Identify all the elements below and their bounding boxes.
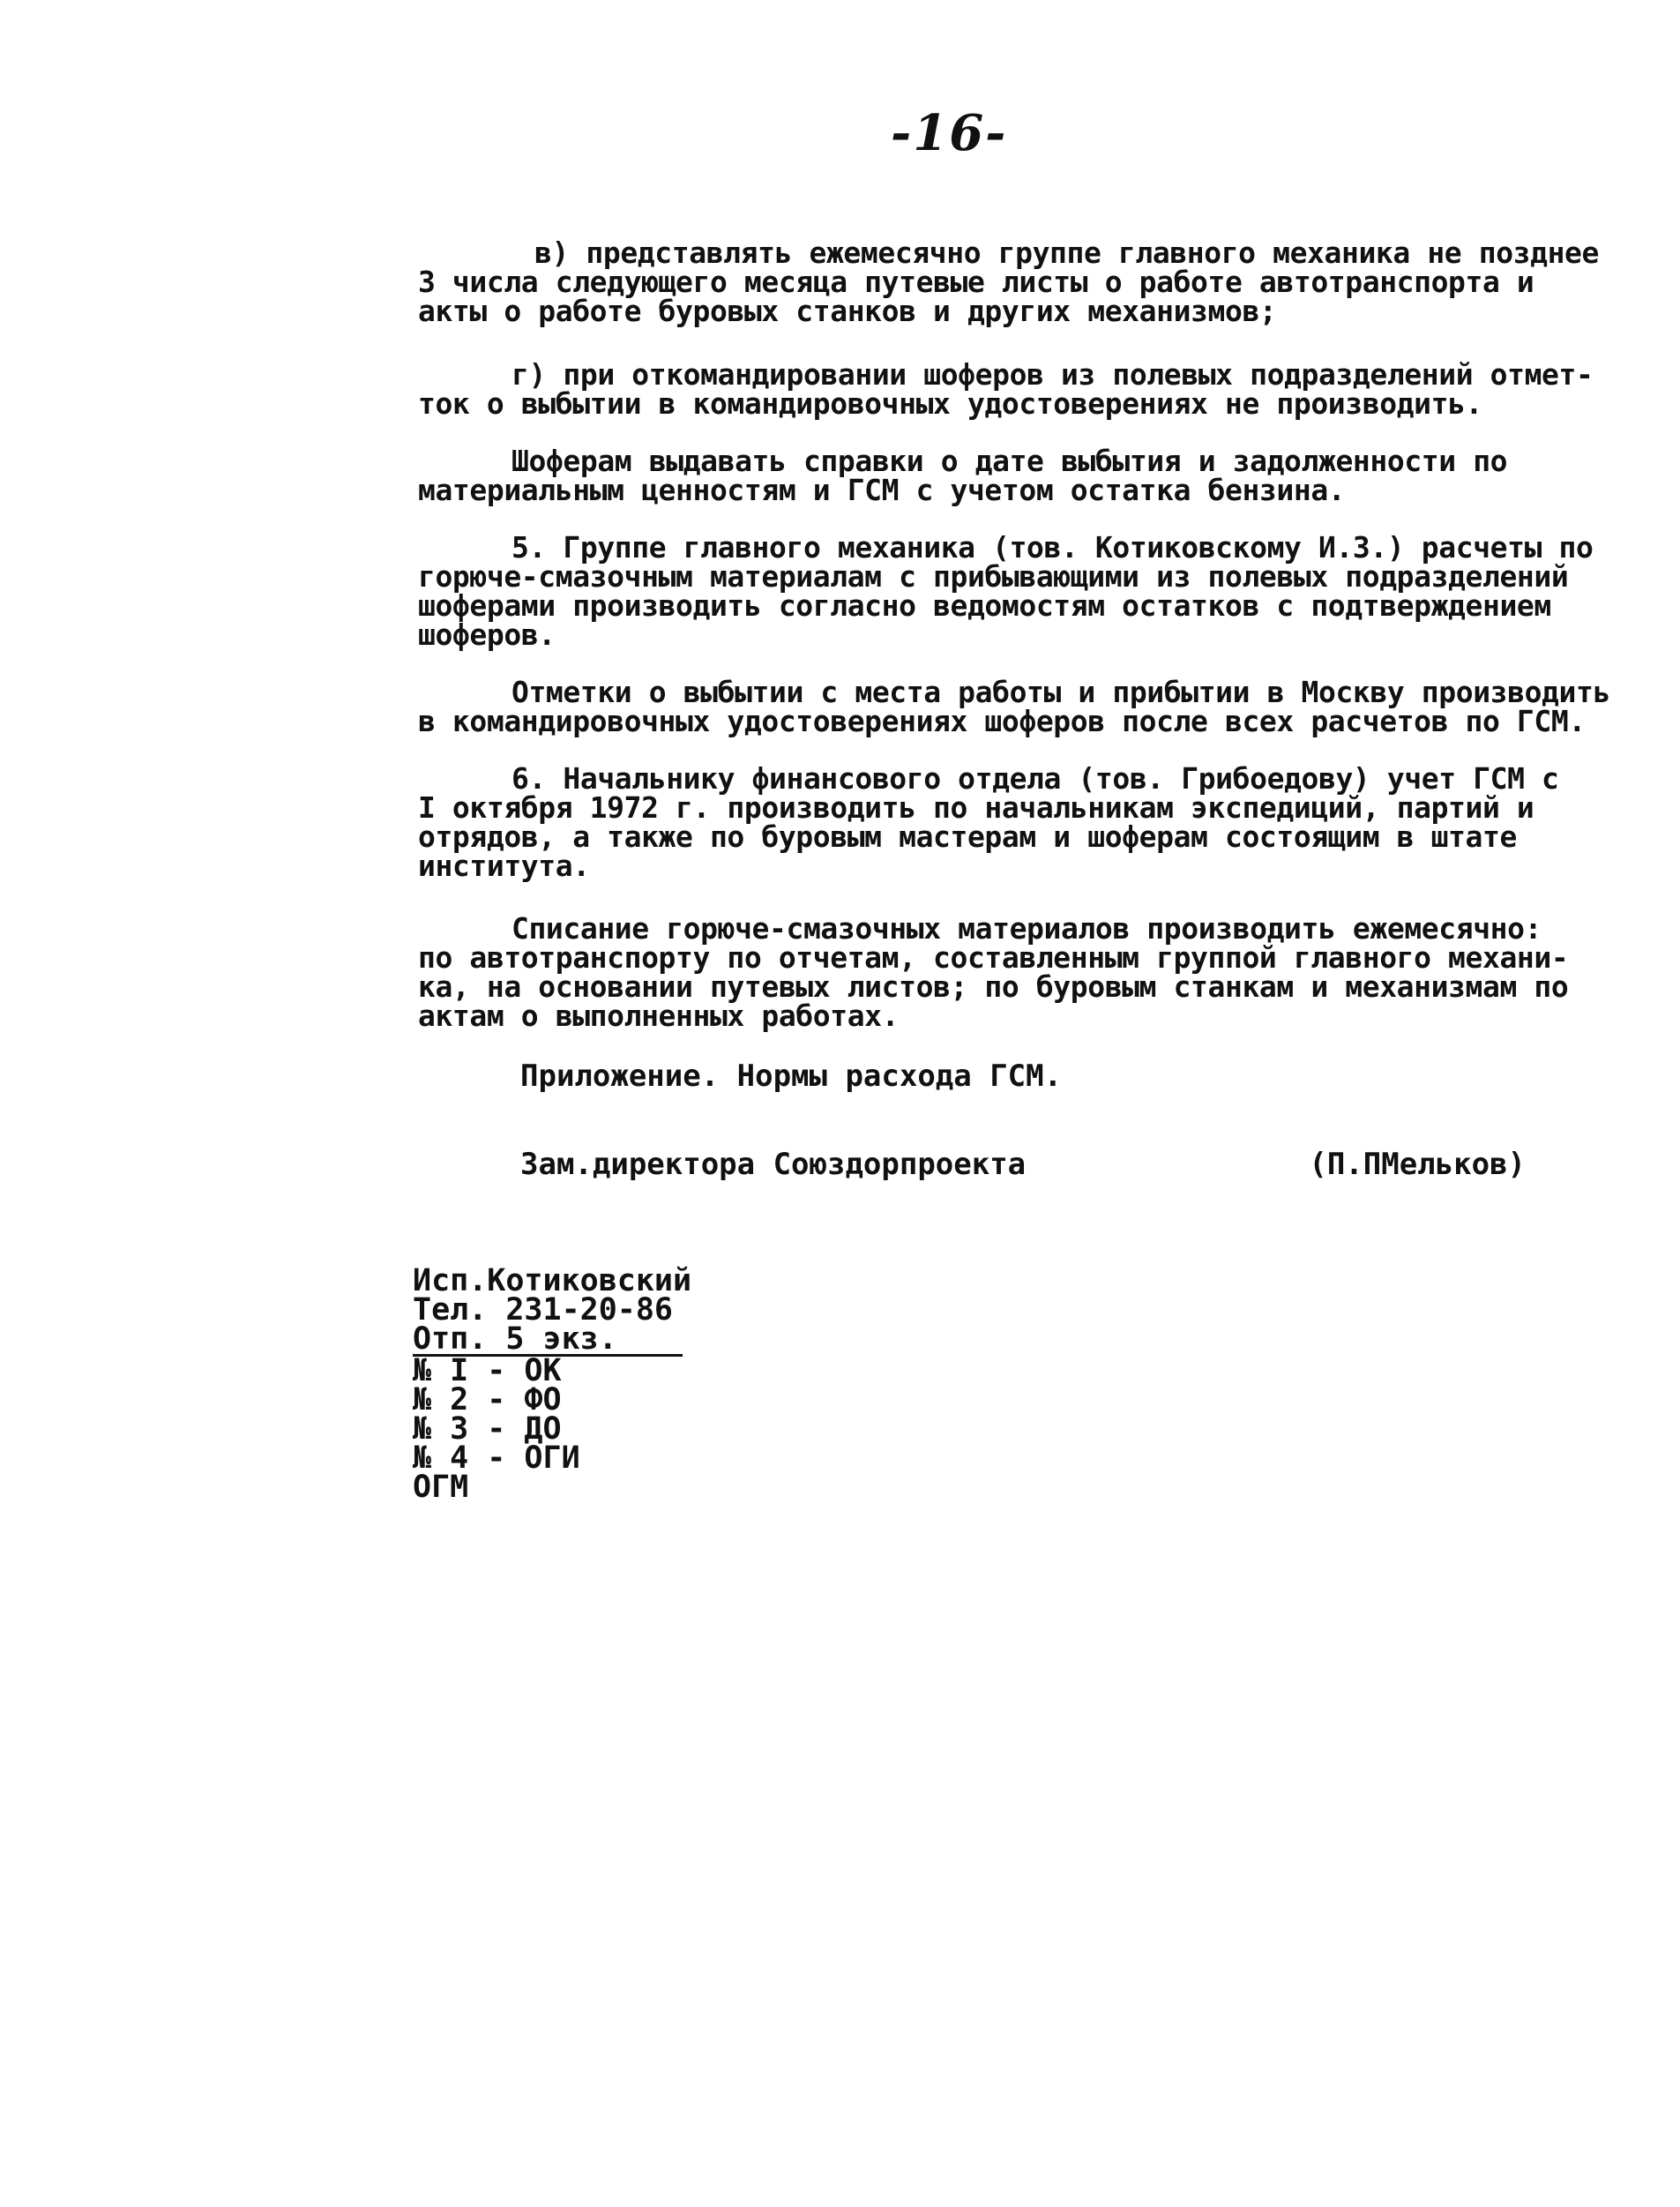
paragraph-v bbox=[418, 236, 1635, 328]
text-line: шоферами производить согласно ведомостям остатков с подтверждением bbox=[418, 588, 1551, 623]
paragraph-g bbox=[418, 357, 1635, 421]
text-line: по автотранспорту по отчетам, составленным группой главного механи- bbox=[418, 940, 1569, 975]
text-line: Отметки о выбытии с места работы и прибытии в Москву производить bbox=[511, 675, 1610, 709]
page-number: -16- bbox=[891, 104, 1008, 162]
executor-phone: Тел. 231-20-86 bbox=[413, 1292, 674, 1328]
distribution-item: № 3 - ДО bbox=[413, 1411, 562, 1447]
text-line: акты о работе буровых станков и других механизмов; bbox=[418, 294, 1277, 328]
paragraph-departure-marks bbox=[418, 677, 1635, 736]
signatory-name: (П.ПМельков) bbox=[1309, 1147, 1526, 1182]
text-line: в) представлять ежемесячно группе главного механика не позднее bbox=[534, 236, 1599, 270]
text-line: в командировочных удостоверениях шоферов после всех расчетов по ГСМ. bbox=[418, 704, 1586, 738]
paragraph-item-5 bbox=[418, 530, 1635, 652]
text-line: ток о выбытии в командировочных удостоверениях не производить. bbox=[418, 386, 1482, 421]
text-line: горюче-смазочным материалам с прибывающими из полевых подразделений bbox=[418, 559, 1569, 594]
text-line: 6. Начальнику финансового отдела (тов. Грибоедову) учет ГСМ с bbox=[511, 761, 1559, 796]
executor-footer bbox=[413, 1263, 692, 1505]
text-line: I октября 1972 г. производить по начальникам экспедиций, партий и bbox=[418, 790, 1534, 825]
executor-name: Исп.Котиковский bbox=[413, 1263, 692, 1298]
signature-block bbox=[520, 1147, 1526, 1182]
text-line: Списание горюче-смазочных материалов производить ежемесячно: bbox=[511, 911, 1542, 946]
paragraph-write-off bbox=[418, 911, 1635, 1033]
copies-count: Отп. 5 экз. bbox=[413, 1325, 683, 1357]
text-line: актам о выполненных работах. bbox=[418, 999, 900, 1033]
text-line: материальным ценностям и ГСМ с учетом остатка бензина. bbox=[418, 473, 1346, 507]
signatory-title: Зам.директора Союздорпроекта bbox=[520, 1147, 1027, 1182]
text-line: г) при откомандировании шоферов из полевых подразделений отмет- bbox=[511, 357, 1594, 392]
distribution-item: ОГМ bbox=[413, 1470, 469, 1505]
text-line: отрядов, а также по буровым мастерам и шоферам состоящим в штате bbox=[418, 819, 1517, 854]
text-line: Шоферам выдавать справки о дате выбытия и задолженности по bbox=[511, 444, 1508, 478]
text-line: института. bbox=[418, 849, 590, 883]
paragraph-item-6 bbox=[418, 761, 1635, 883]
distribution-item: № I - ОК bbox=[413, 1353, 562, 1388]
attachment-note: Приложение. Нормы расхода ГСМ. bbox=[520, 1059, 1063, 1094]
text-line: ка, на основании путевых листов; по буровым станкам и механизмам по bbox=[418, 969, 1569, 1004]
text-line: 5. Группе главного механика (тов. Котиковскому И.З.) расчеты по bbox=[511, 530, 1594, 565]
paragraph-drivers-certificates bbox=[418, 446, 1635, 505]
text-line: шоферов. bbox=[418, 617, 556, 652]
distribution-item: № 4 - ОГИ bbox=[413, 1440, 580, 1476]
text-line: 3 числа следующего месяца путевые листы о работе автотранспорта и bbox=[418, 265, 1534, 299]
distribution-item: № 2 - ФО bbox=[413, 1382, 562, 1418]
